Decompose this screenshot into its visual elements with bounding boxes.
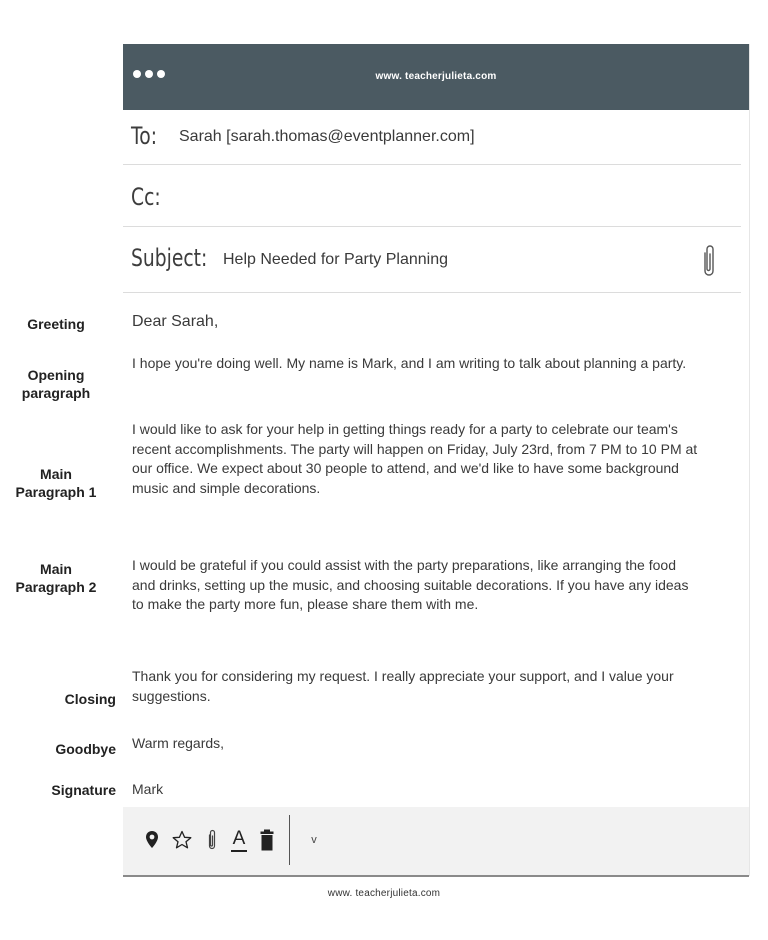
- email-signature: Mark: [132, 781, 164, 797]
- font-color-icon[interactable]: [228, 827, 250, 853]
- to-row[interactable]: [123, 110, 741, 165]
- chevron-down-icon[interactable]: [303, 827, 325, 853]
- annotation-goodbye-text: Goodbye: [55, 741, 116, 757]
- email-main-paragraph-1: I would like to ask for your help in getting things ready for a party to celebrate our team's recent accomplishments. The party will happen on Friday, July 23rd, from 7 PM to 10 PM at our office. We expect about 30 people to attend, and we'd like to have some background music and simple decorations.: [132, 421, 698, 496]
- font-color-label: A: [232, 827, 246, 849]
- annotation-opening-line1: Opening: [27, 367, 85, 383]
- annotation-opening-line2: paragraph: [21, 385, 91, 401]
- email-greeting: Dear Sarah,: [132, 313, 219, 330]
- annotation-main1-line2: Paragraph 1: [15, 484, 97, 500]
- annotation-goodbye: [0, 740, 116, 758]
- email-opening-paragraph: I hope you're doing well. My name is Mark, and I am writing to talk about planning a party.: [132, 355, 687, 371]
- compose-toolbar: [123, 807, 749, 877]
- email-closing: Thank you for considering my request. I really appreciate your support, and I value your suggestions.: [132, 668, 674, 704]
- location-pin-icon[interactable]: [141, 827, 163, 853]
- subject-field[interactable]: Help Needed for Party Planning: [223, 251, 449, 268]
- cc-label: Cc:: [131, 183, 161, 211]
- to-field[interactable]: Sarah [sarah.thomas@eventplanner.com]: [179, 128, 475, 145]
- more-options-label: v: [311, 834, 317, 846]
- cc-row[interactable]: [123, 165, 741, 227]
- subject-label: Subject:: [131, 244, 208, 272]
- annotation-greeting-text: Greeting: [27, 316, 85, 332]
- paperclip-icon[interactable]: [201, 827, 223, 853]
- annotation-signature-text: Signature: [51, 782, 116, 798]
- annotation-main-paragraph-1: [0, 465, 116, 501]
- annotation-opening-paragraph: [0, 366, 116, 402]
- to-label: To:: [131, 122, 158, 150]
- star-icon[interactable]: [171, 827, 193, 853]
- footer-url: www. teacherjulieta.com: [327, 888, 441, 899]
- paperclip-icon[interactable]: [699, 241, 719, 281]
- toolbar-divider: [289, 815, 290, 865]
- annotation-closing: [0, 690, 116, 708]
- window-title-url: www. teacherjulieta.com: [375, 71, 497, 82]
- email-window: [123, 44, 750, 876]
- title-bar: [123, 44, 749, 110]
- annotation-greeting: [0, 315, 116, 333]
- email-main-paragraph-2: I would be grateful if you could assist with the party preparations, like arranging the food and drinks, setting up the music, and choosing suitable decorations. If you have any ideas to make the party more fun, please share them with me.: [132, 557, 689, 612]
- annotation-closing-text: Closing: [64, 691, 116, 707]
- annotation-main2-line2: Paragraph 2: [15, 579, 97, 595]
- email-goodbye: Warm regards,: [132, 735, 225, 751]
- annotation-signature: [0, 781, 116, 799]
- trash-icon[interactable]: [256, 827, 278, 853]
- annotation-main1-line1: Main: [40, 466, 72, 482]
- annotation-main2-line1: Main: [40, 561, 72, 577]
- annotation-main-paragraph-2: [0, 560, 116, 596]
- subject-row[interactable]: [123, 227, 741, 293]
- font-color-underline: [231, 850, 247, 852]
